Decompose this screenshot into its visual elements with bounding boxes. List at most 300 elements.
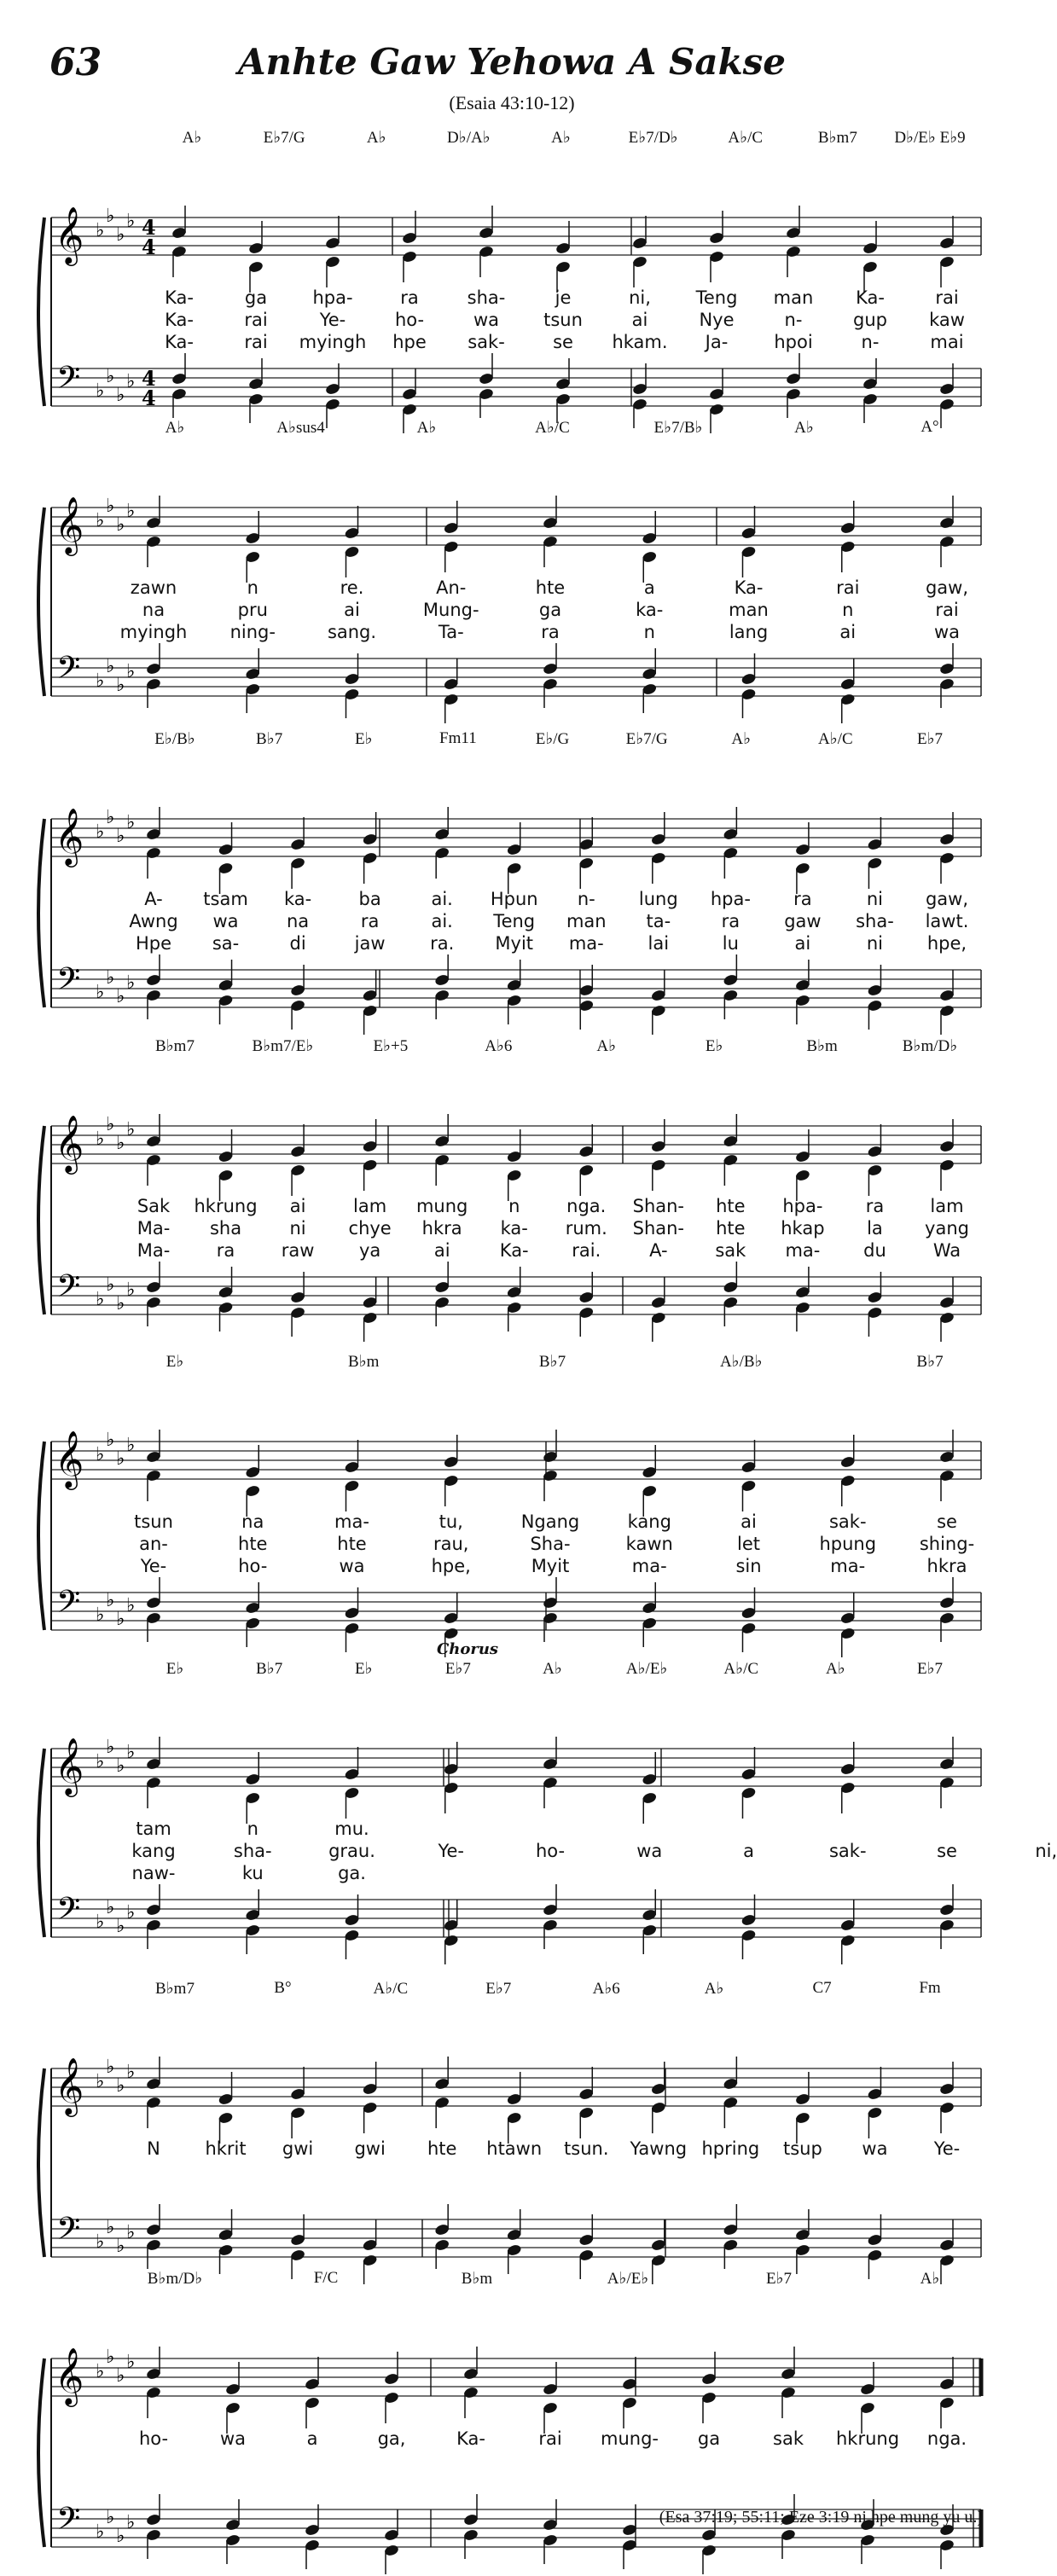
- lyric-syllable: re.: [340, 577, 364, 598]
- lyric-syllable: Mung-: [422, 600, 479, 620]
- chord-symbol: B♭7: [538, 1353, 566, 1371]
- lyric-syllable: ga: [244, 287, 268, 308]
- lyric-syllable: tsun: [543, 310, 583, 330]
- lyric-syllable: hkam.: [612, 332, 668, 352]
- lyric-syllable: yang: [925, 1218, 969, 1239]
- key-flat: ♭: [116, 1133, 125, 1154]
- bass-clef: 𝄢: [56, 1584, 81, 1627]
- chord-symbol: E♭7: [916, 1660, 944, 1678]
- lyric-syllable: n-: [577, 889, 595, 909]
- key-flat: ♭: [106, 1737, 115, 1758]
- lyric-syllable: ni: [866, 889, 884, 909]
- staff-svg: [0, 2269, 1024, 2576]
- key-flat: ♭: [126, 2062, 136, 2083]
- key-flat: ♭: [126, 2352, 136, 2373]
- key-flat: ♭: [106, 656, 115, 677]
- key-flat: ♭: [126, 501, 136, 522]
- lyric-syllable: ma-: [334, 1511, 369, 1532]
- key-flat: ♭: [116, 2236, 125, 2257]
- key-flat: ♭: [126, 1119, 136, 1140]
- brace: [38, 2358, 44, 2547]
- treble-clef: 𝄞: [55, 2347, 84, 2405]
- lyric-syllable: sha-: [856, 911, 894, 931]
- key-flat: ♭: [106, 2217, 115, 2238]
- key-flat: ♭: [116, 224, 125, 246]
- lyric-syllable: nga.: [566, 1196, 607, 1216]
- lyric-syllable: sha-: [467, 287, 506, 308]
- scripture-reference: (Esaia 43:10-12): [449, 92, 575, 113]
- treble-clef: 𝄞: [55, 1430, 84, 1488]
- lyric-syllable: ga,: [377, 2428, 406, 2449]
- lyric-syllable: hpe,: [926, 933, 967, 954]
- lyric-syllable: hkra: [421, 1218, 462, 1239]
- lyric-syllable: mu.: [334, 1819, 369, 1839]
- chord-symbol: E♭: [166, 1660, 184, 1678]
- lyric-syllable: sha: [209, 1218, 242, 1239]
- key-flat: ♭: [116, 514, 125, 536]
- chord-symbol: B♭m: [806, 1037, 838, 1055]
- lyric-syllable: a: [306, 2428, 318, 2449]
- chord-symbol: E♭/B♭: [154, 730, 195, 748]
- lyric-syllable: Ka-: [165, 332, 194, 352]
- lyric-syllable: hpoi: [774, 332, 813, 352]
- lyric-syllable: na: [241, 1511, 264, 1532]
- lyric-syllable: ho-: [238, 1556, 268, 1576]
- lyric-syllable: zawn: [130, 577, 177, 598]
- lyric-syllable: A-: [144, 889, 163, 909]
- lyric-syllable: Wa: [932, 1240, 961, 1261]
- lyric-syllable: lawt.: [925, 911, 969, 931]
- lyric-syllable: tsun.: [564, 2138, 609, 2159]
- lyric-syllable: ra.: [430, 933, 455, 954]
- lyric-syllable: grau.: [328, 1841, 375, 1861]
- lyric-syllable: myingh: [119, 622, 188, 642]
- lyric-syllable: ba: [358, 889, 381, 909]
- lyric-syllable: sak-: [468, 332, 505, 352]
- lyric-syllable: sak-: [828, 1841, 867, 1861]
- key-flat: ♭: [116, 675, 125, 696]
- chord-symbol: A♭sus4: [276, 419, 325, 437]
- key-flat: ♭: [96, 670, 105, 692]
- key-flat: ♭: [126, 2222, 136, 2243]
- bass-clef: 𝄢: [56, 650, 81, 693]
- lyric-syllable: se: [937, 1511, 957, 1532]
- lyric-syllable: n: [508, 1196, 520, 1216]
- key-flat: ♭: [116, 826, 125, 847]
- key-flat: ♭: [106, 2057, 115, 2078]
- chord-symbol: A♭: [182, 129, 202, 147]
- chord-symbol: D♭/A♭: [447, 129, 491, 147]
- lyric-syllable: mung: [415, 1196, 468, 1216]
- lyric-syllable: An-: [436, 577, 467, 598]
- lyric-syllable: ga.: [338, 1863, 366, 1883]
- lyric-syllable: n: [842, 600, 854, 620]
- chord-symbol: A♭: [794, 419, 814, 437]
- lyric-syllable: hte: [427, 2138, 457, 2159]
- chord-symbol: A♭: [416, 419, 437, 437]
- lyric-syllable: ra: [216, 1240, 235, 1261]
- treble-clef: 𝄞: [55, 496, 84, 554]
- lyric-syllable: ai: [289, 1196, 306, 1216]
- key-flat: ♭: [96, 1604, 105, 1626]
- lyric-syllable: wa: [933, 622, 961, 642]
- staff-svg: [0, 1659, 1024, 1966]
- lyric-syllable: ai: [433, 1240, 450, 1261]
- song-title: Anhte Gaw Yehowa A Sakse: [237, 41, 787, 83]
- chord-symbol: E♭7: [916, 730, 944, 748]
- key-flat: ♭: [96, 821, 105, 843]
- key-flat: ♭: [116, 2526, 125, 2547]
- lyric-syllable: ma-: [785, 1240, 821, 1261]
- key-flat: ♭: [96, 1289, 105, 1310]
- chord-symbol: B°: [274, 1979, 292, 1997]
- bass-time-top: 4: [142, 366, 156, 391]
- lyric-syllable: kawn: [625, 1534, 673, 1554]
- lyric-syllable: rai: [935, 287, 959, 308]
- footnote: (Esa 37:19; 55:11; Eze 3:19 ni hpe mung yu u.): [659, 2508, 983, 2527]
- lyric-syllable: mung-: [601, 2428, 659, 2449]
- staff-svg: [0, 729, 1024, 1036]
- lyric-syllable: rai: [244, 310, 268, 330]
- lyric-syllable: Teng: [493, 911, 536, 931]
- lyric-syllable: hkrung: [835, 2428, 900, 2449]
- lyric-syllable: ni,: [1035, 1841, 1057, 1861]
- system-2: [0, 418, 1024, 725]
- lyric-syllable: man: [729, 600, 769, 620]
- lyric-syllable: hpe: [392, 332, 427, 352]
- key-flat: ♭: [96, 2231, 105, 2253]
- lyric-syllable: n-: [861, 332, 880, 352]
- lyric-syllable: wa: [339, 1556, 365, 1576]
- chord-symbol: C7: [812, 1979, 832, 1997]
- key-flat: ♭: [126, 211, 136, 232]
- lyric-syllable: la: [867, 1218, 883, 1239]
- lyric-syllable: ai: [839, 622, 857, 642]
- key-flat: ♭: [126, 661, 136, 682]
- chord-symbol: B♭m/D♭: [147, 2270, 203, 2288]
- chord-symbol: E♭: [354, 730, 373, 748]
- lyric-syllable: ai.: [431, 911, 453, 931]
- lyric-syllable: rai: [244, 332, 268, 352]
- chord-symbol: A♭/C: [728, 129, 764, 147]
- lyric-syllable: sa-: [212, 933, 240, 954]
- lyric-syllable: sang.: [327, 622, 377, 642]
- lyric-syllable: Teng: [695, 287, 738, 308]
- lyric-syllable: n-: [784, 310, 803, 330]
- lyric-syllable: naw-: [131, 1863, 176, 1883]
- bass-clef: 𝄢: [56, 1891, 81, 1935]
- lyric-syllable: Ngang: [520, 1511, 580, 1532]
- lyric-syllable: du: [863, 1240, 886, 1261]
- lyric-syllable: Awng: [129, 911, 178, 931]
- lyric-syllable: tsun: [134, 1511, 173, 1532]
- lyric-syllable: kang: [131, 1841, 176, 1861]
- lyric-syllable: wa: [219, 2428, 247, 2449]
- lyric-syllable: Ma-: [136, 1218, 171, 1239]
- lyric-syllable: wa: [862, 2138, 888, 2159]
- lyric-syllable: gaw,: [925, 577, 969, 598]
- system-3: [0, 729, 1024, 1036]
- lyric-syllable: a: [643, 577, 655, 598]
- chord-symbol: B♭m7/E♭: [252, 1037, 314, 1055]
- lyric-syllable: man: [566, 911, 607, 931]
- lyric-syllable: ga: [538, 600, 562, 620]
- lyric-syllable: raw: [281, 1240, 315, 1261]
- key-flat: ♭: [126, 1742, 136, 1763]
- bass-clef: 𝄢: [56, 961, 81, 1005]
- lyric-syllable: hte: [337, 1534, 367, 1554]
- key-flat: ♭: [106, 1274, 115, 1296]
- lyric-syllable: rum.: [565, 1218, 607, 1239]
- lyric-syllable: je: [555, 287, 572, 308]
- lyric-syllable: tsup: [782, 2138, 822, 2159]
- key-flat: ♭: [116, 1916, 125, 1937]
- chord-symbol: E♭7: [444, 1660, 471, 1678]
- lyric-syllable: mai: [930, 332, 964, 352]
- lyric-syllable: A-: [649, 1240, 668, 1261]
- key-flat: ♭: [126, 1595, 136, 1616]
- lyric-syllable: hpring: [701, 2138, 760, 2159]
- lyric-syllable: gaw,: [925, 889, 969, 909]
- chorus-marker: Chorus: [436, 1640, 499, 1658]
- staff-svg: [0, 418, 1024, 725]
- chord-symbol: E♭7/G: [625, 730, 668, 748]
- key-flat: ♭: [106, 2507, 115, 2528]
- system-8: [0, 2269, 1024, 2576]
- chord-symbol: A♭/C: [535, 419, 570, 437]
- lyric-syllable: gup: [853, 310, 887, 330]
- treble-clef: 𝄞: [55, 1114, 84, 1172]
- lyric-syllable: tam: [136, 1819, 171, 1839]
- bass-clef: 𝄢: [56, 2211, 81, 2254]
- lyric-syllable: hte: [716, 1218, 746, 1239]
- lyric-syllable: ta-: [646, 911, 671, 931]
- lyric-syllable: ma-: [631, 1556, 667, 1576]
- lyric-syllable: Sha-: [530, 1534, 571, 1554]
- lyric-syllable: Ka-: [165, 310, 194, 330]
- lyric-syllable: ma-: [568, 933, 604, 954]
- lyric-syllable: Ye-: [438, 1841, 465, 1861]
- bass-time-bottom: 4: [142, 386, 156, 410]
- brace: [38, 218, 44, 406]
- lyric-syllable: Shan-: [632, 1196, 685, 1216]
- lyric-syllable: gwi: [354, 2138, 386, 2159]
- lyric-syllable: ai: [794, 933, 811, 954]
- lyric-syllable: rau,: [433, 1534, 469, 1554]
- staff-svg: [0, 1352, 1024, 1659]
- lyric-syllable: wa: [473, 310, 500, 330]
- lyric-syllable: ning-: [229, 622, 276, 642]
- chord-symbol: E♭: [166, 1353, 184, 1371]
- lyric-syllable: kang: [627, 1511, 671, 1532]
- lyric-syllable: ma-: [830, 1556, 866, 1576]
- lyric-syllable: gaw: [784, 911, 822, 931]
- chord-symbol: A♭/E♭: [625, 1660, 668, 1678]
- chord-symbol: A♭: [165, 419, 185, 437]
- chord-symbol: B♭7: [256, 730, 283, 748]
- key-flat: ♭: [96, 2071, 105, 2092]
- system-4: [0, 1036, 1024, 1343]
- bass-clef: 𝄢: [56, 360, 81, 403]
- lyric-syllable: n: [643, 622, 655, 642]
- lyric-syllable: rai.: [572, 1240, 601, 1261]
- brace: [38, 1749, 44, 1937]
- lyric-syllable: hte: [716, 1196, 746, 1216]
- key-flat: ♭: [106, 1430, 115, 1451]
- lyric-syllable: rai: [538, 2428, 562, 2449]
- lyric-syllable: ni: [289, 1218, 306, 1239]
- lyric-syllable: ku: [241, 1863, 264, 1883]
- song-number: 63: [49, 41, 102, 84]
- chord-symbol: A°: [921, 418, 939, 436]
- lyric-syllable: hpe,: [431, 1556, 471, 1576]
- lyric-syllable: Ka-: [499, 1240, 529, 1261]
- lyric-syllable: ra: [400, 287, 419, 308]
- key-flat: ♭: [126, 812, 136, 833]
- lyric-syllable: Ka-: [856, 287, 885, 308]
- key-flat: ♭: [106, 1897, 115, 1918]
- chord-symbol: A♭/C: [723, 1660, 759, 1678]
- chord-symbol: Fm11: [439, 729, 477, 747]
- key-flat: ♭: [116, 986, 125, 1007]
- system-5: [0, 1352, 1024, 1659]
- key-flat: ♭: [96, 2521, 105, 2543]
- key-flat: ♭: [106, 1590, 115, 1611]
- chord-symbol: B♭m7: [155, 1980, 195, 1998]
- chord-symbol: A♭/C: [818, 730, 853, 748]
- key-flat: ♭: [116, 1755, 125, 1777]
- chord-symbol: Fm: [919, 1979, 941, 1997]
- lyric-syllable: na: [286, 911, 310, 931]
- chord-symbol: A♭: [704, 1980, 724, 1998]
- lyric-syllable: ra: [721, 911, 740, 931]
- lyric-syllable: Ja-: [705, 332, 729, 352]
- key-flat: ♭: [106, 206, 115, 227]
- treble-clef: 𝄞: [55, 206, 84, 264]
- staff-svg: [0, 1036, 1024, 1343]
- key-flat: ♭: [106, 366, 115, 387]
- lyric-syllable: Yawng: [630, 2138, 688, 2159]
- lyric-syllable: jaw: [354, 933, 386, 954]
- lyric-syllable: sak-: [828, 1511, 867, 1532]
- lyric-syllable: hkra: [926, 1556, 967, 1576]
- lyric-syllable: ga: [697, 2428, 721, 2449]
- key-flat: ♭: [116, 2075, 125, 2097]
- lyric-syllable: an-: [139, 1534, 168, 1554]
- chord-symbol: E♭: [354, 1660, 373, 1678]
- lyric-syllable: Myit: [495, 933, 534, 954]
- lyric-syllable: hpa-: [782, 1196, 823, 1216]
- lyric-syllable: hkrit: [205, 2138, 247, 2159]
- lyric-syllable: ni: [866, 933, 884, 954]
- lyric-syllable: se: [937, 1841, 957, 1861]
- chord-symbol: B♭m/D♭: [902, 1037, 958, 1055]
- lyric-syllable: rai: [935, 600, 959, 620]
- key-flat: ♭: [126, 1902, 136, 1923]
- lyric-syllable: shing-: [919, 1534, 975, 1554]
- key-flat: ♭: [126, 2512, 136, 2533]
- chord-symbol: E♭7/B♭: [653, 419, 703, 437]
- lyric-syllable: ra: [793, 889, 812, 909]
- key-flat: ♭: [96, 982, 105, 1003]
- chord-symbol: B♭m: [348, 1353, 380, 1371]
- lyric-syllable: ka-: [283, 889, 312, 909]
- brace: [38, 2068, 44, 2257]
- chord-symbol: B♭m7: [817, 129, 857, 147]
- treble-time-bottom: 4: [142, 235, 156, 259]
- lyric-syllable: myingh: [299, 332, 367, 352]
- key-flat: ♭: [116, 385, 125, 406]
- treble-clef: 𝄞: [55, 2057, 84, 2115]
- lyric-syllable: wa: [212, 911, 239, 931]
- lyric-syllable: Ma-: [136, 1240, 171, 1261]
- treble-time-top: 4: [142, 215, 156, 240]
- lyric-syllable: ka-: [636, 600, 664, 620]
- chord-symbol: E♭: [705, 1037, 723, 1055]
- brace: [38, 1442, 44, 1630]
- lyric-syllable: lam: [353, 1196, 387, 1216]
- lyric-syllable: Hpe: [135, 933, 172, 954]
- key-flat: ♭: [96, 1444, 105, 1465]
- key-flat: ♭: [116, 1448, 125, 1470]
- lyric-syllable: lung: [638, 889, 678, 909]
- lyric-syllable: lai: [648, 933, 670, 954]
- lyric-syllable: ni,: [629, 287, 651, 308]
- lyric-syllable: Ye-: [140, 1556, 167, 1576]
- lyric-syllable: ra: [865, 1196, 885, 1216]
- key-flat: ♭: [96, 1128, 105, 1150]
- key-flat: ♭: [106, 496, 115, 517]
- lyric-syllable: ho-: [535, 1841, 566, 1861]
- brace: [38, 508, 44, 696]
- chord-symbol: B♭7: [256, 1660, 283, 1678]
- staff-svg: [0, 1979, 1024, 2286]
- lyric-syllable: gwi: [282, 2138, 314, 2159]
- brace: [38, 819, 44, 1007]
- lyric-syllable: sak: [715, 1240, 746, 1261]
- lyric-syllable: htawn: [486, 2138, 543, 2159]
- chord-symbol: E♭/G: [535, 730, 570, 748]
- bass-clef: 𝄢: [56, 2501, 81, 2544]
- system-6: [0, 1640, 1057, 1966]
- lyric-syllable: Ka-: [734, 577, 764, 598]
- lyric-syllable: Hpun: [490, 889, 538, 909]
- chord-symbol: A♭/B♭: [719, 1353, 763, 1371]
- key-flat: ♭: [96, 220, 105, 241]
- key-flat: ♭: [106, 967, 115, 989]
- lyric-syllable: Nye: [699, 310, 735, 330]
- lyric-syllable: ra: [360, 911, 380, 931]
- chord-symbol: E♭7/D♭: [628, 129, 678, 147]
- lyric-syllable: lu: [722, 933, 739, 954]
- lyric-syllable: ai: [631, 310, 648, 330]
- chord-symbol: D♭/E♭ E♭9: [894, 129, 966, 147]
- lyric-syllable: sha-: [233, 1841, 272, 1861]
- lyric-syllable: hpa-: [710, 889, 751, 909]
- key-flat: ♭: [96, 380, 105, 402]
- lyric-syllable: ka-: [500, 1218, 528, 1239]
- key-flat: ♭: [96, 510, 105, 531]
- chord-symbol: A♭: [826, 1660, 845, 1678]
- lyric-syllable: hkrung: [194, 1196, 258, 1216]
- lyric-syllable: ho-: [138, 2428, 169, 2449]
- chord-symbol: A♭6: [592, 1980, 620, 1998]
- system-1: [0, 128, 1024, 435]
- lyric-syllable: man: [773, 287, 814, 308]
- lyric-syllable: sak: [773, 2428, 804, 2449]
- lyric-syllable: N: [147, 2138, 160, 2159]
- lyric-syllable: a: [743, 1841, 754, 1861]
